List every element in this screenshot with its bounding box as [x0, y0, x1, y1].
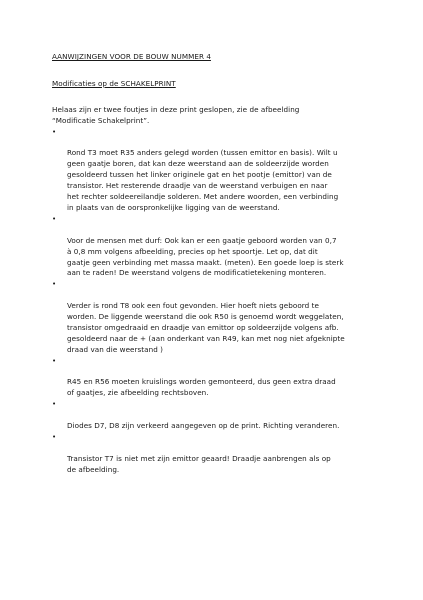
bullet-icon: • [52, 127, 57, 136]
modification-list [52, 127, 377, 476]
list-item [52, 127, 377, 214]
bullet-icon: • [52, 356, 57, 365]
bullet-icon: • [52, 433, 57, 441]
list-item-text: Diodes D7, D8 zijn verkeerd aangegeven op de print. Richting veranderen. [67, 421, 340, 431]
list-item-text: R45 en R56 moeten kruislings worden gemonteerd, dus geen extra draad of gaatjes, zie afbeelding rechtsboven. [67, 377, 336, 398]
document-body [52, 52, 377, 476]
list-item [52, 432, 377, 476]
list-item-text: Verder is rond T8 ook een fout gevonden. Hier hoeft niets geboord te worden. De liggende weerstand die ook R50 is genoemd wordt weggelaten, transistor omgedraaid en draadje van emittor op soldeerzijde volgens afb. gesoldeerd naar de + (aan onderkant van R49, kan met nog niet afgeknipte draad van die weerstand ) [67, 301, 345, 354]
list-item [52, 214, 377, 279]
bullet-icon: • [52, 400, 57, 409]
list-item [52, 279, 377, 355]
intro-paragraph: Helaas zijn er twee foutjes in deze print geslopen, zie de afbeelding “Modificatie Schakelprint”. [52, 104, 300, 125]
list-item-text: Transistor T7 is niet met zijn emittor geaard! Draadje aanbrengen als op de afbeelding. [67, 453, 331, 474]
list-item-text: Rond T3 moet R35 anders gelegd worden (tussen emittor en basis). Wilt u geen gaatje boren, dat kan deze weerstand aan de soldeerzijde worden gesoldeerd tussen het linker originele gat en het pootje (emittor) van de transistor. Het resterende draadje van de weerstand verbuigen en naar het rechter soldeereilandje solderen. Met andere woorden, een verbinding in plaats van de oorspronkelijke ligging van de weerstand. [67, 148, 339, 212]
section-title: Modificaties op de SCHAKELPRINT [52, 78, 176, 88]
bullet-icon: • [52, 280, 57, 289]
bullet-icon: • [52, 214, 57, 223]
list-item [52, 399, 377, 432]
list-item [52, 356, 377, 400]
list-item-text: Voor de mensen met durf: Ook kan er een gaatje geboord worden van 0,7 à 0,8 mm volgens afbeelding, precies op het spoortje. Let op, dat dit gaatje geen verbinding met massa maakt. (meten). Een goede loep is sterk aan te raden! De weerstand volgens de modificatietekening monteren. [67, 235, 344, 278]
document-title: AANWIJZINGEN VOOR DE BOUW NUMMER 4 [52, 52, 211, 61]
